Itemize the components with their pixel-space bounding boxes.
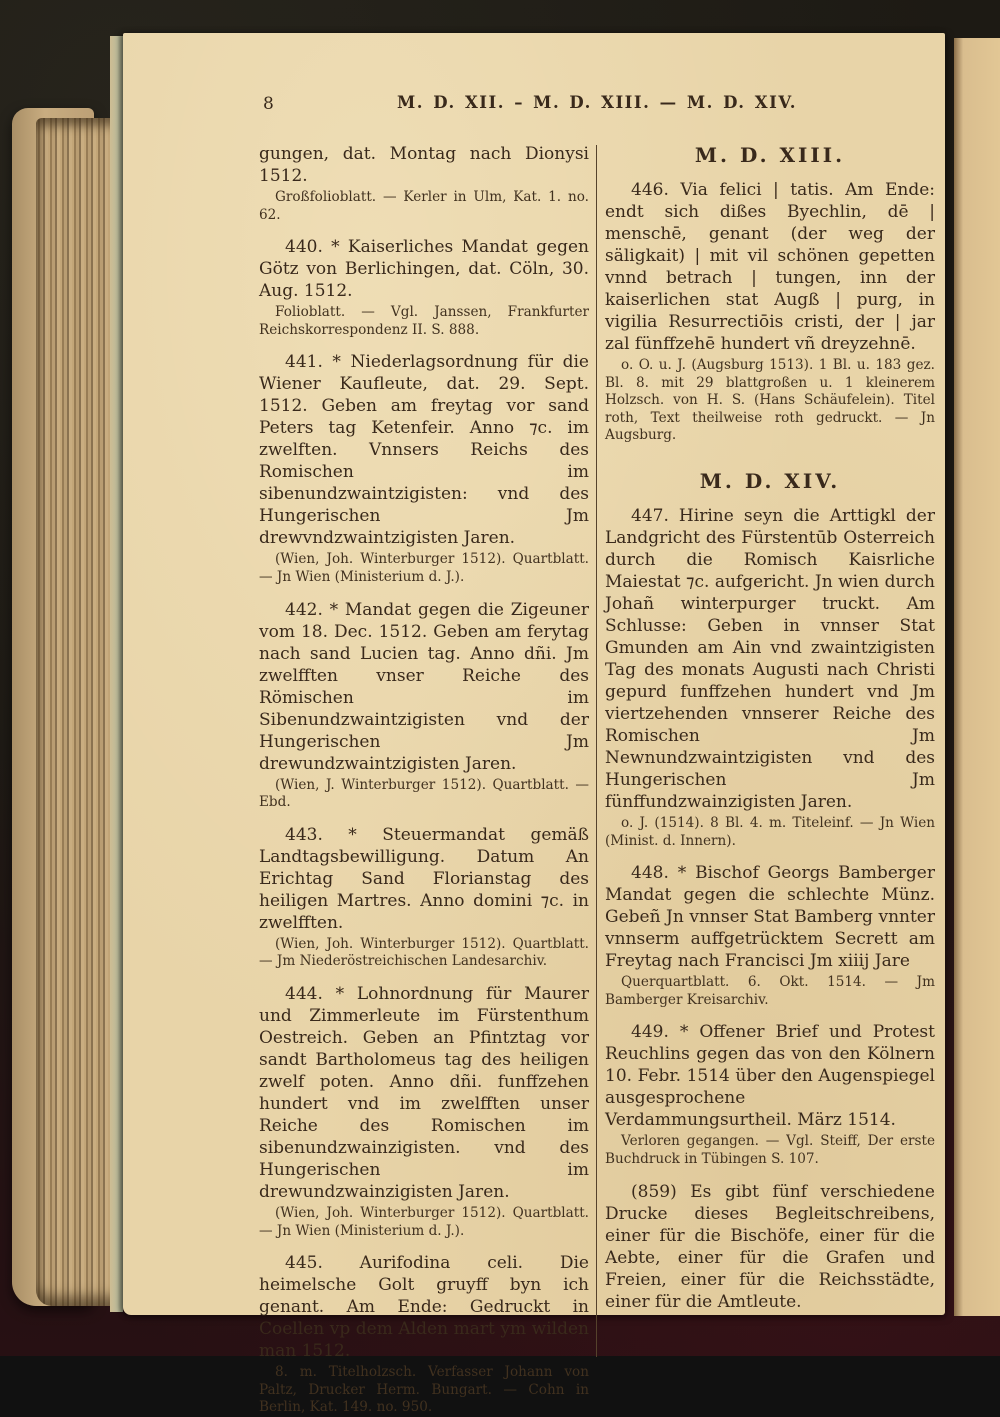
catalog-entry-449: 449. * Offener Brief und Protest Reuchlins gegen das von den Kölnern 10. Febr. 1514 über den Augenspiegel ausgesprochene Verdammungsurtheil. März 1514. [605,1022,935,1131]
page-number: 8 [263,94,274,114]
section-heading-md-xiv: M. D. XIV. [699,468,841,493]
catalog-entry-444: 444. * Lohnordnung für Maurer und Zimmerleute im Fürstenthum Oestreich. Geben an Pfintztag vor sandt Bartholomeus tag des heiligen zwelf poten. Anno dñi. funffzehen hundert vnd im zwelfften unser Reiche des Romischen im sibenundzwainzigisten. vnd des Hungerischen im drewundzwainzigisten Jaren. [259,983,589,1202]
catalog-entry-440: 440. * Kaiserliches Mandat gegen Götz von Berlichingen, dat. Cöln, 30. Aug. 1512. [259,237,589,302]
right-column [605,141,935,1417]
facing-page-edge [954,38,1000,1316]
entry-note-441: (Wien, Joh. Winterburger 1512). Quartblatt. — Jn Wien (Ministerium d. J.). [259,551,589,585]
entry-continuation: gungen, dat. Montag nach Dionysi 1512. [259,144,589,186]
left-column [259,141,589,1417]
column-divider-rule [596,145,597,1357]
catalog-columns [259,141,935,1417]
catalog-entry-447: 447. Hirine seyn die Arttigkl der Landgricht des Fürstentūb Osterreich durch die Romisch Kaisrliche Maiestat ⁊c. aufgericht. Jn wien durch Johañ winterpurger truckt. Am Schlusse: Geben in vnnser Stat Gmunden am Ain vnd zwaintzigisten Tag des monats Augusti nach Christi gepurd funffzehen hundert vnd Jm viertzehenden vnnserer Reiche des Romischen Jm Newnundzwaintzigisten vnd des Hungerischen Jm fünffundzwainzigisten Jaren. [605,505,935,812]
entry-note-446: o. O. u. J. (Augsburg 1513). 1 Bl. u. 183 gez. Bl. 8. mit 29 blattgroßen u. 1 kleinerem Holzsch. von H. S. (Hans Schäufelein). Titel roth, Text theilweise roth gedruckt. — Jn Augsburg. [605,357,935,444]
catalog-entry-448: 448. * Bischof Georgs Bamberger Mandat gegen die schlechte Münz. Gebeñ Jn vnnser Stat Bamberg vnnter vnnserm auffgetrücktem Secrett am Freytag nach Francisci Jm xiiij Jare [605,863,935,972]
page-header [259,93,935,112]
entry-note-442: (Wien, J. Winterburger 1512). Quartblatt. — Ebd. [259,776,589,811]
entry-note-440: Folioblatt. — Vgl. Janssen, Frankfurter Reichskorrespondenz II. S. 888. [259,304,589,338]
entry-note-447: o. J. (1514). 8 Bl. 4. m. Titeleinf. — Jn Wien (Minist. d. Innern). [605,814,935,849]
running-header: M. D. XII. – M. D. XIII. — M. D. XIV. [397,93,797,112]
catalog-entry-442: 442. * Mandat gegen die Zigeuner vom 18. Dec. 1512. Geben am ferytag nach sand Lucien tag. Anno dñi. Jm zwelfften vnser Reiche des Römischen im Sibenundzwaintzigisten vnd der Hungerischen Jm drewundzwaintzigisten Jaren. [259,599,589,774]
entry-note: Großfolioblatt. — Kerler in Ulm, Kat. 1. no. 62. [259,189,589,223]
entry-note-444: (Wien, Joh. Winterburger 1512). Quartblatt. — Jn Wien (Ministerium d. J.). [259,1204,589,1239]
paragraph-859: (859) Es gibt fünf verschiedene Drucke dieses Begleitschreibens, einer für die Bischöfe, einer für die Aebte, einer für die Grafen und Freien, einer für die Reichsstädte, einer für die Amtleute. [605,1181,935,1312]
section-heading-md-xiii: M. D. XIII. [694,143,846,167]
catalog-entry-446: 446. Via felici | tatis. Am Ende: endt sich dißes Byechlin, dē | menschē, genant (der weg der säligkait) | mit vil schönen gepetten vnnd betrach | tungen, inn der kaiserlichen stat Augß | purg, in vigilia Resurrectiōis cristi, der | jar zal fünffzehē hundert vñ dreyzehnē. [605,180,935,354]
entry-note-449: Verloren gegangen. — Vgl. Steiff, Der erste Buchdruck in Tübingen S. 107. [605,1133,935,1167]
scanned-page [123,33,945,1416]
catalog-entry-441: 441. * Niederlagsordnung für die Wiener Kaufleute, dat. 29. Sept. 1512. Geben am freytag vor sand Peters tag Ketenfeir. Anno ⁊c. im zwelften. Vnnsers Reichs des Romischen im sibenundzwaintzigisten: vnd des Hungerischen Jm drewvndzwaintzigisten Jaren. [259,352,589,549]
page-gutter-edge [110,36,123,1312]
entry-note-448: Querquartblatt. 6. Okt. 1514. — Jm Bamberger Kreisarchiv. [605,974,935,1008]
catalog-entry-443: 443. * Steuermandat gemäß Landtagsbewilligung. Datum An Erichtag Sand Florianstag des heiligen Martres. Anno domini ⁊c. in zwelfften. [259,824,589,933]
entry-note-445: 8. m. Titelholzsch. Verfasser Johann von Paltz, Drucker Herm. Bungart. — Cohn in Berlin, Kat. 149. no. 950. [259,1364,589,1416]
entry-note-443: (Wien, Joh. Winterburger 1512). Quartblatt. — Jm Niederöstreichischen Landesarchiv. [259,935,589,970]
catalog-entry-445: 445. Aurifodina celi. Die heimelsche Golt gruyff byn ich genant. Am Ende: Gedruckt in Coellen vp dem Alden mart ym wilden man 1512. [259,1253,589,1362]
